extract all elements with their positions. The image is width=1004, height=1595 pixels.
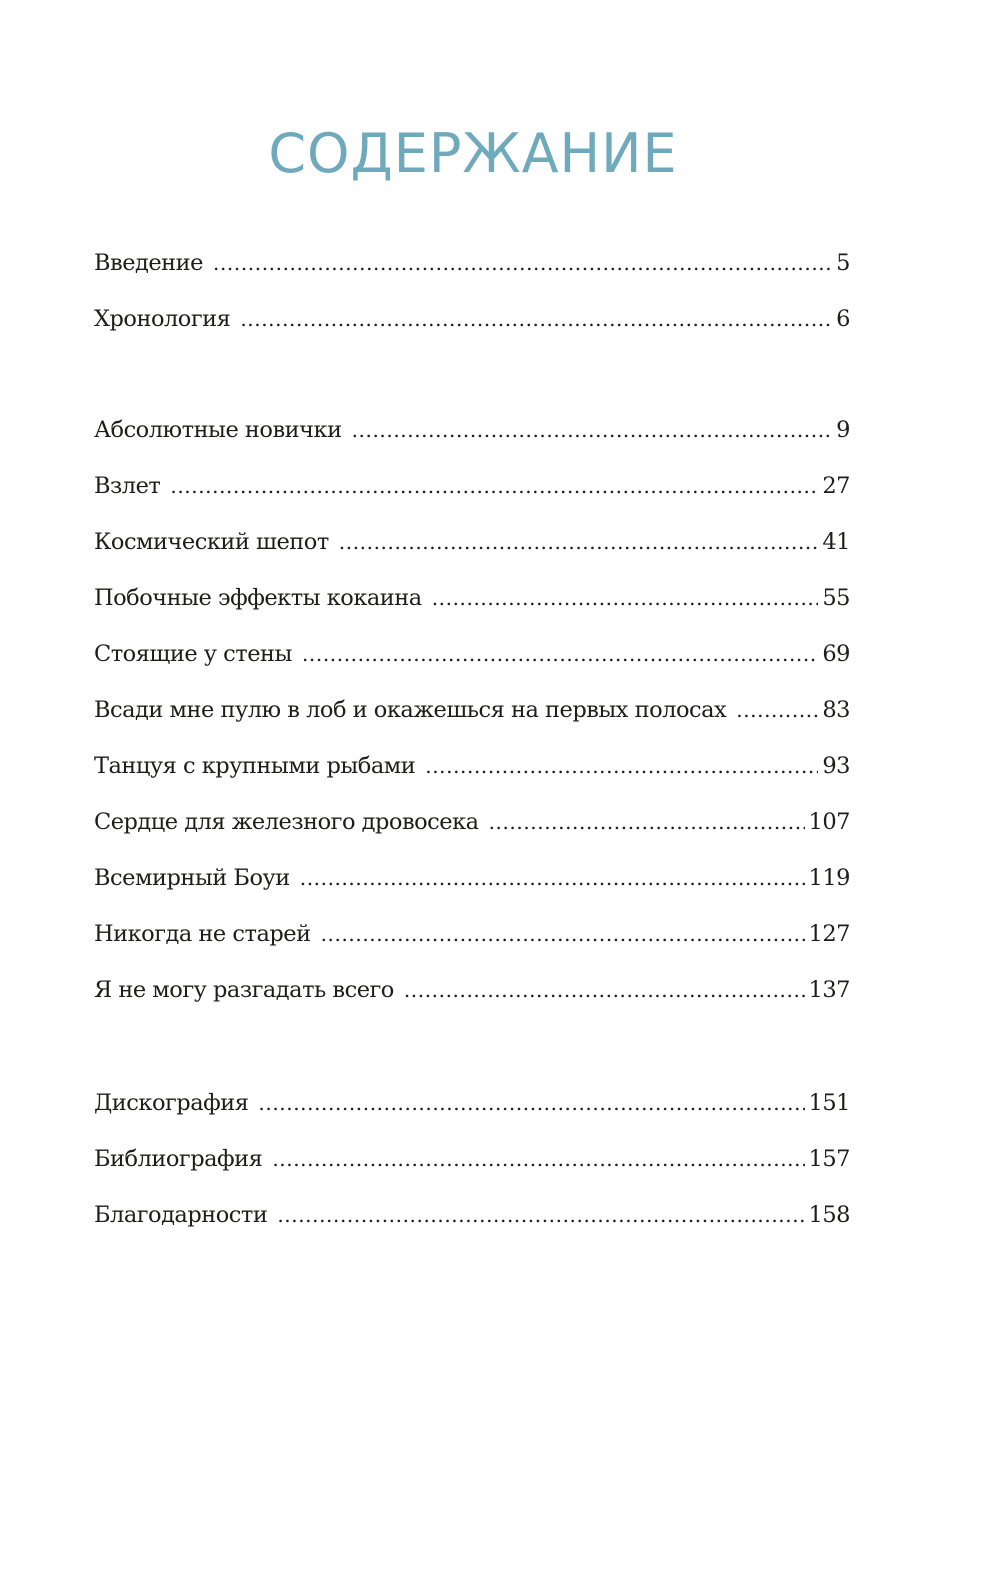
toc-entry-page: 157 xyxy=(808,1146,850,1172)
toc-entry-chapter-1[interactable] xyxy=(94,410,850,466)
toc-entry-title: Никогда не старей xyxy=(94,921,311,947)
toc-entry-title: Взлет xyxy=(94,473,161,499)
dot-leader xyxy=(352,410,833,450)
dot-leader xyxy=(489,802,805,842)
dot-leader xyxy=(339,522,819,562)
toc-entry-chapter-8[interactable] xyxy=(94,802,850,858)
toc-entry-chapter-11[interactable] xyxy=(94,970,850,1026)
toc-entry-title: Благодарности xyxy=(94,1202,268,1228)
dot-leader xyxy=(258,1083,804,1123)
dot-leader xyxy=(213,243,832,283)
toc-entry-discography[interactable] xyxy=(94,1083,850,1139)
dot-leader xyxy=(425,746,818,786)
dot-leader xyxy=(277,1195,804,1235)
toc-entry-title: Космический шепот xyxy=(94,529,329,555)
dot-leader xyxy=(240,299,832,339)
toc-front-matter xyxy=(94,243,850,355)
toc-entry-title: Библиография xyxy=(94,1146,263,1172)
toc-entry-chapter-10[interactable] xyxy=(94,914,850,970)
toc-entry-title: Танцуя с крупными рыбами xyxy=(94,753,416,779)
dot-leader xyxy=(321,914,805,954)
toc-entry-page: 93 xyxy=(822,753,850,779)
toc-entry-title: Введение xyxy=(94,250,203,276)
toc-entry-title: Абсолютные новички xyxy=(94,417,342,443)
toc-entry-page: 83 xyxy=(822,697,850,723)
toc-entry-page: 127 xyxy=(808,921,850,947)
toc-entry-page: 27 xyxy=(822,473,850,499)
dot-leader xyxy=(300,858,805,898)
toc-entry-title: Я не могу разгадать всего xyxy=(94,977,394,1003)
toc-entry-title: Побочные эффекты кокаина xyxy=(94,585,422,611)
toc-entry-title: Стоящие у стены xyxy=(94,641,292,667)
toc-entry-chapter-3[interactable] xyxy=(94,522,850,578)
toc-entry-title: Всади мне пулю в лоб и окажешься на первых полосах xyxy=(94,697,727,723)
toc-entry-chapter-7[interactable] xyxy=(94,746,850,802)
dot-leader xyxy=(272,1139,804,1179)
toc-entry-page: 55 xyxy=(822,585,850,611)
dot-leader xyxy=(302,634,818,674)
toc-entry-page: 119 xyxy=(808,865,850,891)
toc-entry-chronology[interactable] xyxy=(94,299,850,355)
toc-entry-introduction[interactable] xyxy=(94,243,850,299)
toc-entry-bibliography[interactable] xyxy=(94,1139,850,1195)
toc-entry-page: 158 xyxy=(808,1202,850,1228)
dot-leader xyxy=(736,690,818,730)
toc-entry-chapter-4[interactable] xyxy=(94,578,850,634)
toc-entry-page: 5 xyxy=(836,250,850,276)
toc-entry-page: 69 xyxy=(822,641,850,667)
toc-entry-page: 137 xyxy=(808,977,850,1003)
toc-entry-chapter-6[interactable] xyxy=(94,690,850,746)
toc-entry-acknowledgements[interactable] xyxy=(94,1195,850,1251)
toc-entry-title: Хронология xyxy=(94,306,231,332)
toc-entry-page: 41 xyxy=(822,529,850,555)
toc-back-matter xyxy=(94,1083,850,1251)
dot-leader xyxy=(432,578,819,618)
toc-entry-title: Дискография xyxy=(94,1090,249,1116)
toc-entry-chapter-9[interactable] xyxy=(94,858,850,914)
dot-leader xyxy=(170,466,818,506)
toc-entry-page: 151 xyxy=(808,1090,850,1116)
dot-leader xyxy=(404,970,805,1010)
toc-entry-chapter-5[interactable] xyxy=(94,634,850,690)
toc-entry-page: 107 xyxy=(808,809,850,835)
toc-entry-page: 6 xyxy=(836,306,850,332)
toc-entry-page: 9 xyxy=(836,417,850,443)
toc-entry-chapter-2[interactable] xyxy=(94,466,850,522)
page-title: СОДЕРЖАНИЕ xyxy=(268,122,678,185)
toc-entry-title: Сердце для железного дровосека xyxy=(94,809,479,835)
toc-entry-title: Всемирный Боуи xyxy=(94,865,290,891)
toc-chapters xyxy=(94,410,850,1026)
